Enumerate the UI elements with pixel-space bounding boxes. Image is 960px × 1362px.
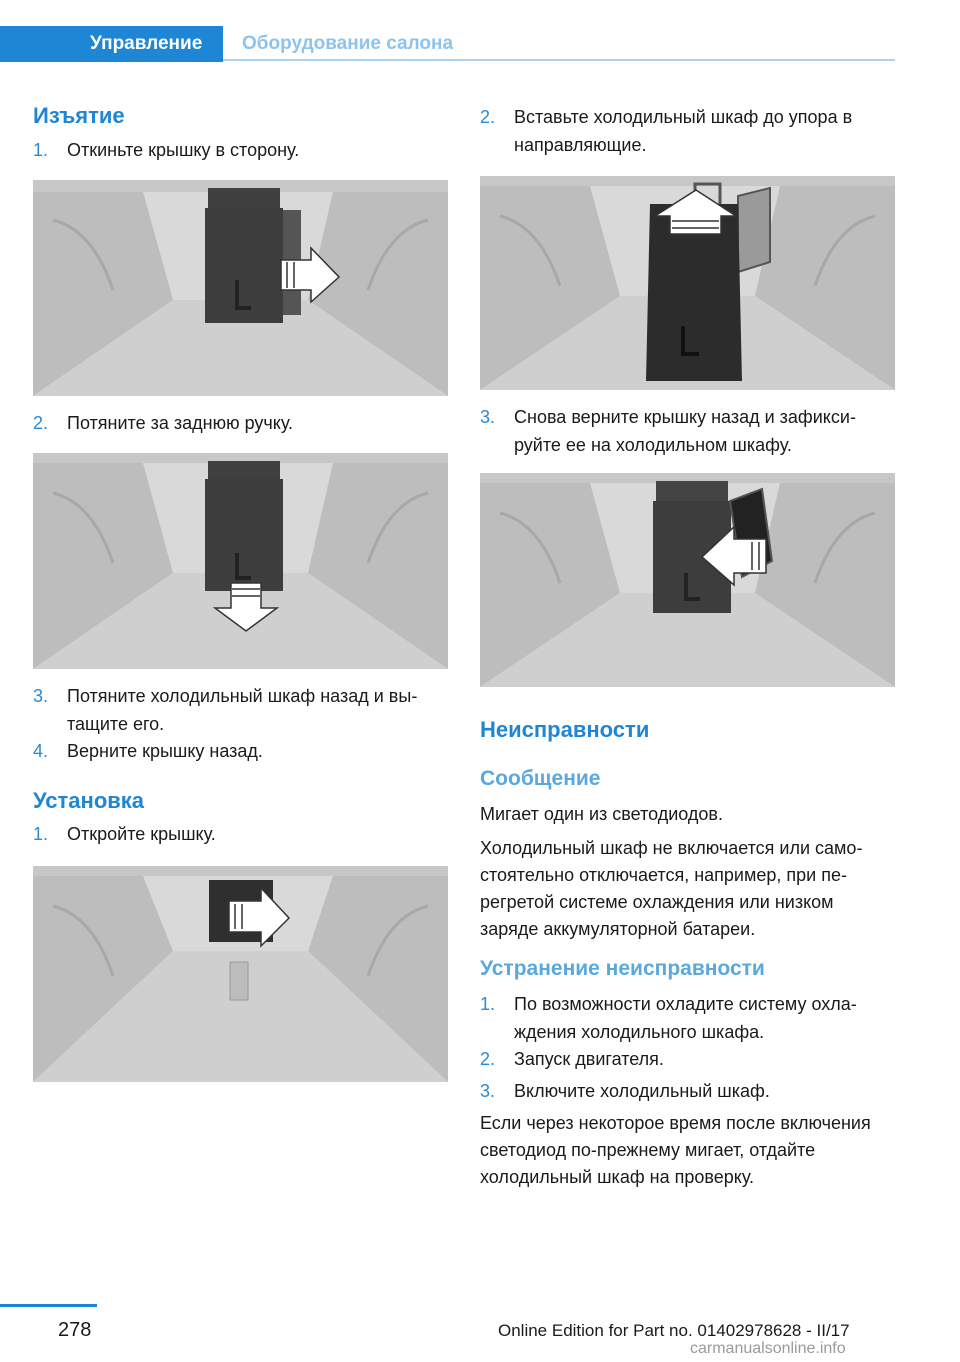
step-text: Верните крышку назад. xyxy=(67,741,263,761)
step-number: 1. xyxy=(33,140,49,160)
message-paragraph-2: Холодильный шкаф не включается или самостоятельно отключается, например, при перегретой системе охлаждения или низком заряде аккумуляторной батареи. xyxy=(480,838,863,939)
page-number: 278 xyxy=(58,1319,92,1341)
figure-open-lid xyxy=(33,180,448,396)
section-tab xyxy=(0,26,223,62)
step-text: Запуск двигателя. xyxy=(514,1049,664,1069)
step-text: Потяните за заднюю ручку. xyxy=(67,413,294,433)
faults-heading: Неисправности xyxy=(480,717,650,742)
step-number: 1. xyxy=(33,824,49,844)
page-header xyxy=(0,26,895,62)
figure-insert-box xyxy=(480,176,895,390)
edition-text: Online Edition for Part no. 01402978628 - II/17 xyxy=(498,1321,850,1340)
step-text: Снова верните крышку назад и зафиксируйте ее на холодильном шкафу. xyxy=(514,407,856,455)
step-text: Включите холодильный шкаф. xyxy=(514,1081,770,1101)
step-number: 2. xyxy=(480,1049,496,1069)
step-number: 3. xyxy=(480,407,496,427)
step-number: 4. xyxy=(33,741,49,761)
step-number: 3. xyxy=(33,686,49,706)
install-heading: Установка xyxy=(33,788,145,813)
watermark: carmanualsonline.info xyxy=(690,1340,846,1357)
fix-heading: Устранение неисправности xyxy=(480,957,765,980)
figure-pull-handle xyxy=(33,453,448,669)
step-text: Потяните холодильный шкаф назад и вытащите его. xyxy=(67,686,418,734)
footer-rule xyxy=(0,1304,97,1307)
step-text: Откройте крышку. xyxy=(67,824,216,844)
step-number: 2. xyxy=(480,107,496,127)
step-number: 2. xyxy=(33,413,49,433)
closing-paragraph: Если через некоторое время после включения светодиод по-прежнему мигает, отдайте холодильный шкаф на проверку. xyxy=(480,1113,871,1187)
figure-open-lid-empty xyxy=(33,866,448,1082)
step-text: По возможности охладите систему охлаждения холодильного шкафа. xyxy=(514,994,857,1042)
figure-close-lid xyxy=(480,473,895,687)
section-label: Управление xyxy=(90,33,203,54)
message-heading: Сообщение xyxy=(480,767,601,790)
step-text: Вставьте холодильный шкаф до упора в направляющие. xyxy=(514,107,853,155)
header-rule xyxy=(223,59,895,61)
step-number: 3. xyxy=(480,1081,496,1101)
subsection-label: Оборудование салона xyxy=(242,33,454,54)
message-paragraph-1: Мигает один из светодиодов. xyxy=(480,804,723,824)
step-text: Откиньте крышку в сторону. xyxy=(67,140,300,160)
removal-heading: Изъятие xyxy=(33,103,125,128)
step-number: 1. xyxy=(480,994,496,1014)
